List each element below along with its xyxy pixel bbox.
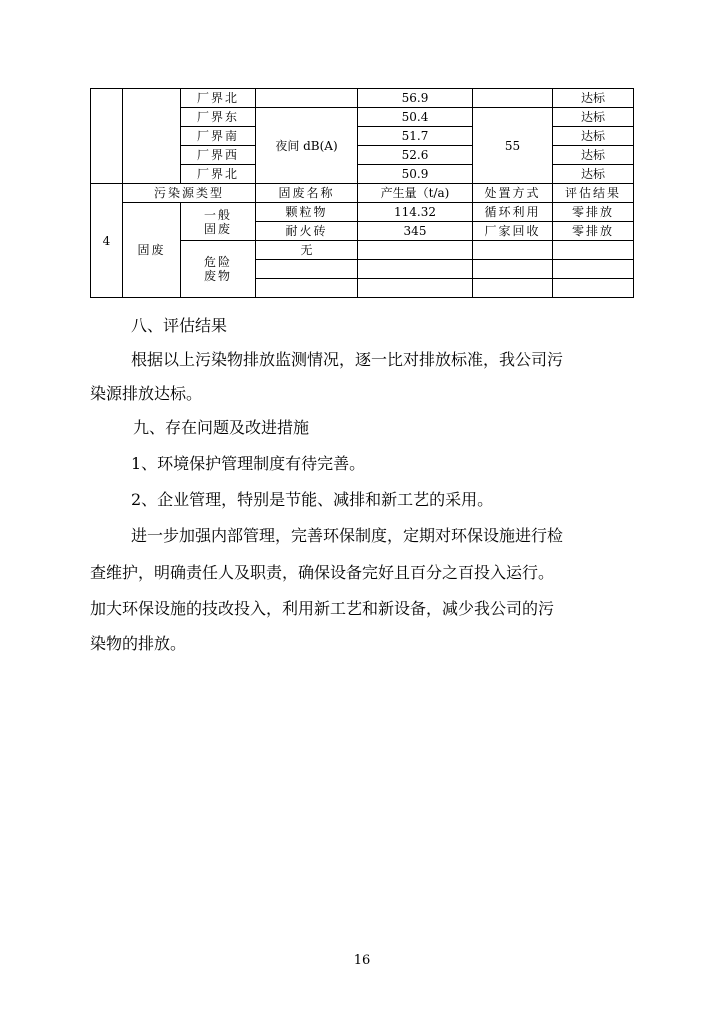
table-cell <box>123 89 181 184</box>
noise-value: 50.9 <box>358 165 473 184</box>
table-row <box>91 89 634 108</box>
table-cell <box>358 241 473 260</box>
table-cell <box>473 89 553 108</box>
waste-result: 零排放 <box>553 203 634 222</box>
noise-result: 达标 <box>553 108 634 127</box>
table-row <box>91 184 634 203</box>
noise-value: 50.4 <box>358 108 473 127</box>
header-amount: 产生量（t/a) <box>358 184 473 203</box>
waste-amount: 114.32 <box>358 203 473 222</box>
table-cell <box>553 241 634 260</box>
general-label-line2: 固废 <box>203 221 232 236</box>
section-8-line-2: 染源排放达标。 <box>90 384 203 403</box>
noise-position: 厂界北 <box>181 89 256 108</box>
noise-result: 达标 <box>553 127 634 146</box>
noise-result: 达标 <box>553 165 634 184</box>
waste-amount: 345 <box>358 222 473 241</box>
monitoring-table <box>90 88 634 298</box>
table-cell <box>256 89 358 108</box>
noise-value: 51.7 <box>358 127 473 146</box>
noise-position: 厂界南 <box>181 127 256 146</box>
section-9-item-2: 2、企业管理，特别是节能、减排和新工艺的采用。 <box>131 490 494 509</box>
table-cell <box>358 260 473 279</box>
noise-position: 厂界东 <box>181 108 256 127</box>
header-method: 处置方式 <box>473 184 553 203</box>
hazard-label-line2: 废物 <box>203 269 232 283</box>
noise-value: 52.6 <box>358 146 473 165</box>
section-9-para-line-1: 进一步加强内部管理，完善环保制度，定期对环保设施进行检 <box>131 526 564 545</box>
table-cell <box>256 279 358 298</box>
noise-position: 厂界西 <box>181 146 256 165</box>
noise-result: 达标 <box>553 89 634 108</box>
waste-method: 循环利用 <box>473 203 553 222</box>
section-8-title: 八、评估结果 <box>131 316 228 335</box>
section-9-para-line-4: 染物的排放。 <box>90 634 187 653</box>
section-9-title: 九、存在问题及改进措施 <box>133 418 310 437</box>
hazard-label <box>181 241 256 298</box>
section-9-para-line-3: 加大环保设施的技改投入，利用新工艺和新设备，减少我公司的污 <box>90 599 555 618</box>
table-cell <box>256 260 358 279</box>
waste-result: 零排放 <box>553 222 634 241</box>
noise-limit: 55 <box>473 108 553 184</box>
table-cell <box>473 260 553 279</box>
section-9-item-1: 1、环境保护管理制度有待完善。 <box>131 454 366 473</box>
noise-result: 达标 <box>553 146 634 165</box>
waste-name: 耐火砖 <box>256 222 358 241</box>
general-label-line1: 一般 <box>203 207 232 222</box>
hazard-label-line1: 危险 <box>203 255 232 269</box>
header-name: 固废名称 <box>256 184 358 203</box>
hazard-name: 无 <box>256 241 358 260</box>
table-row <box>91 203 634 222</box>
page-number: 16 <box>353 953 371 968</box>
noise-position: 厂界北 <box>181 165 256 184</box>
table-cell <box>553 279 634 298</box>
table-cell <box>473 241 553 260</box>
waste-name: 颗粒物 <box>256 203 358 222</box>
table-cell <box>358 279 473 298</box>
general-label <box>181 203 256 241</box>
header-type: 污染源类型 <box>123 184 256 203</box>
header-result: 评估结果 <box>553 184 634 203</box>
category-label: 固废 <box>123 203 181 298</box>
section-8-line-1: 根据以上污染物排放监测情况，逐一比对排放标准，我公司污 <box>131 350 564 369</box>
section-number: 4 <box>91 184 123 298</box>
table-cell <box>553 260 634 279</box>
waste-method: 厂家回收 <box>473 222 553 241</box>
noise-value: 56.9 <box>358 89 473 108</box>
section-9-para-line-2: 查维护，明确责任人及职责，确保设备完好且百分之百投入运行。 <box>90 563 555 582</box>
night-label: 夜间 dB(A) <box>256 108 358 184</box>
table-cell <box>91 89 123 184</box>
table-cell <box>473 279 553 298</box>
